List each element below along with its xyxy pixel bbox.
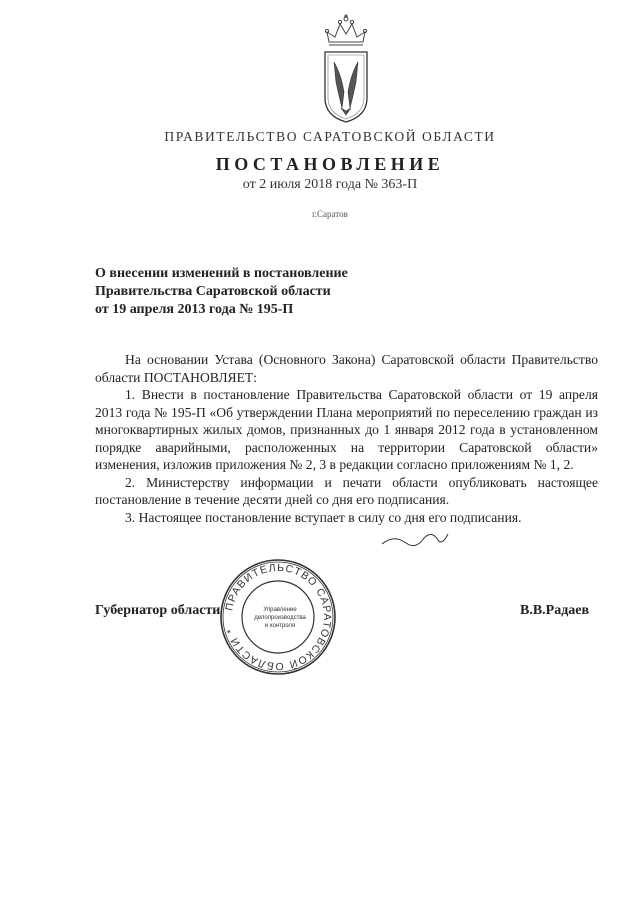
subject-line-1: О внесении изменений в постановление [95,266,348,281]
coat-of-arms-icon [317,12,375,124]
organization-title: ПРАВИТЕЛЬСТВО САРАТОВСКОЙ ОБЛАСТИ [164,129,496,144]
signatory-position: Губернатор области [95,603,221,618]
stamp-inner-line-3: и контроля [264,623,296,629]
document-body [95,351,598,526]
body-paragraph-item-3: 3. Настоящее постановление вступает в силу со дня его подписания. [125,509,522,525]
official-seal-stamp [218,557,338,677]
stamp-inner-line-2: делопроизводства [254,615,306,621]
body-paragraph-item-1: 1. Внести в постановление Правительства Саратовской области от 19 апреля 2013 года № 195-П «Об утверждении Плана мероприятий по переселению граждан из многоквартирных жилых домов, признанных до 1 января 2012 года в установленном порядке аварийными, расположенных на территории Саратовской области» изменения, изложив приложения № 2, 3 в редакции согласно приложениям № 1, 2. [95,387,598,472]
document-type-title: ПОСТАНОВЛЕНИЕ [215,154,445,174]
document-subject [95,265,415,319]
subject-line-2: Правительства Саратовской области [95,284,331,299]
stamp-inner-line-1: Управление [263,607,297,613]
body-paragraph-item-2: 2. Министерству информации и печати области опубликовать настоящее постановление в течение десяти дней со дня его подписания. [95,474,598,507]
document-city: г.Саратов [312,209,348,219]
stamp-outer-text: ПРАВИТЕЛЬСТВО САРАТОВСКОЙ ОБЛАСТИ * [223,561,334,673]
handwritten-signature-mark [380,528,450,550]
subject-line-3: от 19 апреля 2013 года № 195-П [95,302,294,317]
body-paragraph-preamble: На основании Устава (Основного Закона) Саратовской области Правительство области ПОСТАНОВЛЯЕТ: [95,352,598,385]
signatory-name: В.В.Радаев [520,603,590,618]
document-date-number: от 2 июля 2018 года № 363-П [242,177,418,192]
